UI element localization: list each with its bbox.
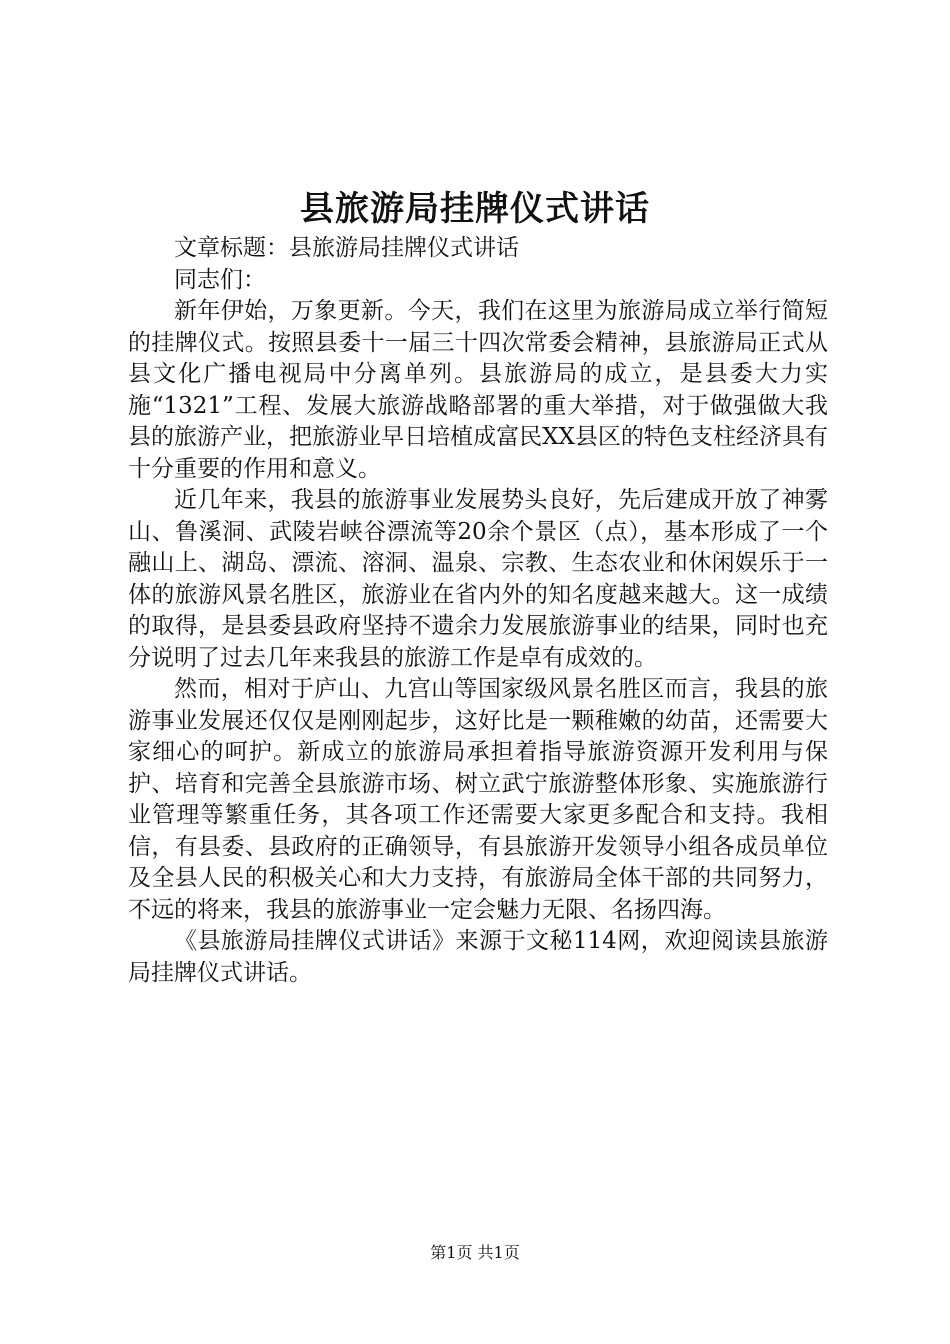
article-title-line: 文章标题：县旅游局挂牌仪式讲话: [174, 235, 519, 261]
greeting: 同志们：: [174, 266, 266, 293]
document-title: 县旅游局挂牌仪式讲话: [300, 189, 650, 229]
paragraph-3: 然而，相对于庐山、九宫山等国家级风景名胜区而言，我县的旅游事业发展还仅仅是刚刚起步，这好比是一颗稚嫩的幼苗，还需要大家细心的呵护。新成立的旅游局承担着指导旅游资源开发利用与保护、培育和完善全县旅游市场、树立武宁旅游整体形象、实施旅游行业管理等繁重任务，其各项工作还需要大家更多配合和支持。我相信，有县委、县政府的正确领导，有县旅游开发领导小组各成员单位及全县人民的积极关心和大力支持，有旅游局全体干部的共同努力，不远的将来，我县的旅游事业一定会魅力无限、名扬四海。: [128, 676, 828, 923]
document-body: [128, 233, 828, 989]
paragraph-1: 新年伊始，万象更新。今天，我们在这里为旅游局成立举行简短的挂牌仪式。按照县委十一届三十四次常委会精神，县旅游局正式从县文化广播电视局中分离单列。县旅游局的成立，是县委大力实施“1321”工程、发展大旅游战略部署的重大举措，对于做强做大我县的旅游产业，把旅游业早日培植成富民XX县区的特色支柱经济具有十分重要的作用和意义。: [128, 298, 828, 482]
page-number-footer: 第1页 共1页: [430, 1243, 520, 1262]
paragraph-2: 近几年来，我县的旅游事业发展势头良好，先后建成开放了神雾山、鲁溪洞、武陵岩峡谷漂流等20余个景区（点），基本形成了一个融山上、湖岛、漂流、溶洞、温泉、宗教、生态农业和休闲娱乐于一体的旅游风景名胜区，旅游业在省内外的知名度越来越大。这一成绩的取得，是县委县政府坚持不遗余力发展旅游事业的结果，同时也充分说明了过去几年来我县的旅游工作是卓有成效的。: [128, 487, 828, 671]
source-note-paragraph: 《县旅游局挂牌仪式讲话》来源于文秘114网，欢迎阅读县旅游局挂牌仪式讲话。: [128, 928, 828, 986]
